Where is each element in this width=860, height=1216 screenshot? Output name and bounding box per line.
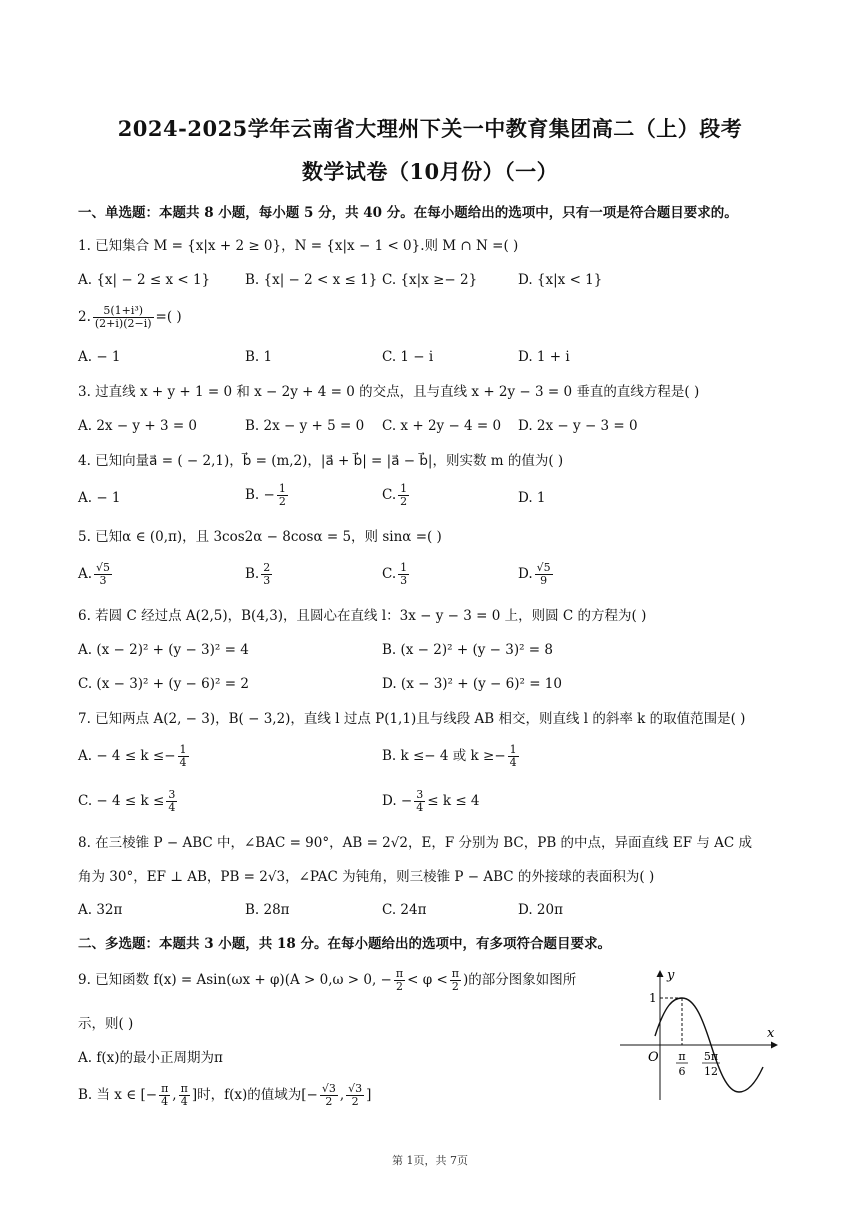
q9-pi-den-b: 2 <box>451 980 459 993</box>
q9-stem-c: )的部分图象如图所 <box>463 972 577 988</box>
q7-option-a <box>78 744 191 769</box>
q6-option-d: D. (x − 3)² + (y − 6)² = 10 <box>382 676 562 692</box>
q4-c-fraction <box>398 483 409 508</box>
q5-b-den: 3 <box>263 574 271 587</box>
q9-b-den2: 4 <box>180 1095 188 1108</box>
q9-pi-over-2-b <box>450 968 461 993</box>
section-single-choice-heading: 一、单选题：本题共 8 小题，每小题 5 分，共 40 分。在每小题给出的选项中，只有一项是符合题目要求的。 <box>78 205 738 221</box>
q5-option-a <box>78 562 114 587</box>
q5-a-den: 3 <box>99 574 107 587</box>
q5-option-b <box>245 562 274 587</box>
q1-option-b: B. {x| − 2 < x ≤ 1} <box>245 272 378 288</box>
q9-option-b <box>78 1083 371 1108</box>
q4-option-a: A. − 1 <box>78 490 121 506</box>
q7-a-num: 1 <box>179 743 187 756</box>
q8-option-d: D. 20π <box>518 902 563 918</box>
q3-option-c: C. x + 2y − 4 = 0 <box>382 418 502 434</box>
q9-pi-over-2-a <box>394 968 405 993</box>
q9-b-den3: 2 <box>325 1095 333 1108</box>
q9-b-den4: 2 <box>351 1095 359 1108</box>
q4-b-fraction <box>277 483 288 508</box>
q1-option-d: D. {x|x < 1} <box>518 272 603 288</box>
q4-b-num: 1 <box>278 482 286 495</box>
q8-option-b: B. 28π <box>245 902 290 918</box>
q5-d-num: √5 <box>536 561 551 574</box>
question-3-stem: 3. 过直线 x + y + 1 = 0 和 x − 2y + 4 = 0 的交点，且与直线 x + 2y − 3 = 0 垂直的直线方程是( ) <box>78 384 700 400</box>
q7-b-prefix: B. k ≤− 4 或 k ≥− <box>382 748 506 764</box>
origin-label: O <box>648 1050 659 1065</box>
q9-pi-num-a: π <box>395 967 404 980</box>
q9-option-a: A. f(x)的最小正周期为π <box>78 1050 223 1066</box>
q5-c-prefix: C. <box>382 566 397 582</box>
q2-suffix: =( ) <box>155 309 182 325</box>
q8-option-a: A. 32π <box>78 902 123 918</box>
q6-option-c: C. (x − 3)² + (y − 6)² = 2 <box>78 676 249 692</box>
section-multi-choice-heading: 二、多选题：本题共 3 小题，共 18 分。在每小题给出的选项中，有多项符合题目要求。 <box>78 936 611 952</box>
q5-c-num: 1 <box>400 561 408 574</box>
x-axis-label: x <box>767 1026 775 1041</box>
q3-option-d: D. 2x − y − 3 = 0 <box>518 418 638 434</box>
q7-a-prefix: A. − 4 ≤ k ≤− <box>78 748 176 764</box>
tick1-num: π <box>678 1050 686 1063</box>
q9-b-frac3 <box>320 1083 338 1108</box>
q4-b-prefix: B. − <box>245 487 275 503</box>
q7-c-prefix: C. − 4 ≤ k ≤ <box>78 793 165 809</box>
q7-d-den: 4 <box>416 801 424 814</box>
q9-b-comma: , <box>172 1087 177 1103</box>
q7-c-num: 3 <box>168 788 176 801</box>
question-7-stem: 7. 已知两点 A(2, − 3)，B( − 3,2)，直线 l 过点 P(1,1)且与线段 AB 相交，则直线 l 的斜率 k 的取值范围是( ) <box>78 711 746 727</box>
q2-option-d: D. 1 + i <box>518 349 570 365</box>
q9-b-den1: 4 <box>161 1095 169 1108</box>
q2-prefix: 2. <box>78 309 91 325</box>
q4-option-c <box>382 483 411 508</box>
question-5-stem: 5. 已知α ∈ (0,π)，且 3cos2α − 8cosα = 5，则 sinα =( ) <box>78 529 442 545</box>
q7-a-fraction <box>178 744 189 769</box>
question-8-stem-line1: 8. 在三棱锥 P − ABC 中，∠BAC = 90°，AB = 2√2，E，F 分别为 BC，PB 的中点，异面直线 EF 与 AC 成 <box>78 835 753 851</box>
q3-option-a: A. 2x − y + 3 = 0 <box>78 418 198 434</box>
q5-c-fraction <box>398 562 409 587</box>
q9-b-a: B. 当 x ∈ [− <box>78 1087 158 1103</box>
q9-b-frac4 <box>346 1083 364 1108</box>
q7-d-num: 3 <box>416 788 424 801</box>
question-6-stem: 6. 若圆 C 经过点 A(2,5)，B(4,3)，且圆心在直线 l：3x − y − 3 = 0 上，则圆 C 的方程为( ) <box>78 608 647 624</box>
q3-option-b: B. 2x − y + 5 = 0 <box>245 418 365 434</box>
q6-option-b: B. (x − 2)² + (y − 3)² = 8 <box>382 642 553 658</box>
q5-d-prefix: D. <box>518 566 533 582</box>
q9-pi-num-b: π <box>451 967 460 980</box>
q4-option-d: D. 1 <box>518 490 546 506</box>
q9-stem-a: 9. 已知函数 f(x) = Asin(ωx + φ)(A > 0,ω > 0, − <box>78 972 392 988</box>
q7-option-d <box>382 789 480 814</box>
q9-b-frac1 <box>159 1083 170 1108</box>
question-2-stem <box>78 305 182 330</box>
q5-a-prefix: A. <box>78 566 93 582</box>
q2-option-a: A. − 1 <box>78 349 121 365</box>
q2-option-b: B. 1 <box>245 349 273 365</box>
q7-b-den: 4 <box>509 756 517 769</box>
q6-option-a: A. (x − 2)² + (y − 3)² = 4 <box>78 642 249 658</box>
q4-b-den: 2 <box>278 495 286 508</box>
q7-a-den: 4 <box>179 756 187 769</box>
q5-b-num: 2 <box>263 561 271 574</box>
q5-d-fraction <box>535 562 553 587</box>
q2-option-c: C. 1 − i <box>382 349 434 365</box>
q9-b-b: ]时，f(x)的值域为[− <box>191 1087 318 1103</box>
q5-d-den: 9 <box>540 574 548 587</box>
page-footer: 第 1页，共 7页 <box>392 1154 468 1167</box>
q2-fraction <box>93 305 154 330</box>
q9-b-comma2: , <box>339 1087 345 1103</box>
q4-c-den: 2 <box>400 495 408 508</box>
q9-b-num1: π <box>161 1082 169 1095</box>
q9-b-num2: π <box>180 1082 188 1095</box>
q2-denominator: (2+i)(2−i) <box>94 317 152 330</box>
q5-a-fraction <box>94 562 112 587</box>
question-9-stem-line2: 示，则( ) <box>78 1016 134 1032</box>
tick2-den: 12 <box>704 1065 718 1078</box>
q7-option-c <box>78 789 179 814</box>
q4-option-b <box>245 483 290 508</box>
q7-b-num: 1 <box>509 743 517 756</box>
q7-d-prefix: D. − <box>382 793 413 809</box>
q7-option-b <box>382 744 521 769</box>
q9-b-frac2 <box>179 1083 190 1108</box>
q7-c-den: 4 <box>168 801 176 814</box>
q4-c-prefix: C. <box>382 487 397 503</box>
question-1-stem: 1. 已知集合 M = {x|x + 2 ≥ 0}，N = {x|x − 1 < 0}.则 M ∩ N =( ) <box>78 238 519 254</box>
q2-numerator: 5(1+i³) <box>93 305 154 318</box>
q1-option-a: A. {x| − 2 ≤ x < 1} <box>78 272 211 288</box>
tick2-num: 5π <box>703 1050 719 1063</box>
q5-option-c <box>382 562 411 587</box>
q7-d-suffix: ≤ k ≤ 4 <box>427 793 480 809</box>
q5-c-den: 3 <box>400 574 408 587</box>
q9-stem-b: < φ < <box>407 972 448 988</box>
max-value-label: 1 <box>649 991 657 1005</box>
q7-c-fraction <box>166 789 177 814</box>
q7-b-fraction <box>508 744 519 769</box>
q8-option-c: C. 24π <box>382 902 427 918</box>
y-axis-label: y <box>667 968 675 983</box>
q5-a-num: √5 <box>96 561 111 574</box>
q9-b-num4: √3 <box>348 1082 363 1095</box>
q5-option-d <box>518 562 555 587</box>
question-9-stem-line1 <box>78 968 576 993</box>
q7-d-fraction <box>414 789 425 814</box>
q5-b-fraction <box>261 562 272 587</box>
q9-b-c: ] <box>366 1087 372 1103</box>
q4-c-num: 1 <box>400 482 408 495</box>
q9-b-num3: √3 <box>321 1082 336 1095</box>
tick1-den: 6 <box>678 1065 686 1078</box>
exam-title-line1: 2024-2025学年云南省大理州下关一中教育集团高二（上）段考 <box>117 116 743 141</box>
q5-b-prefix: B. <box>245 566 260 582</box>
q1-option-c: C. {x|x ≥− 2} <box>382 272 478 288</box>
question-4-stem: 4. 已知向量a⃗ = ( − 2,1)，b⃗ = (m,2)，|a⃗ + b⃗| = |a⃗ − b⃗|，则实数 m 的值为( ) <box>78 453 564 469</box>
question-8-stem-line2: 角为 30°，EF ⊥ AB，PB = 2√3，∠PAC 为钝角，则三棱锥 P − ABC 的外接球的表面积为( ) <box>78 869 655 885</box>
exam-title-line2: 数学试卷（10月份）（一） <box>301 159 559 184</box>
sine-graph-figure <box>615 965 795 1105</box>
q9-pi-den-a: 2 <box>395 980 403 993</box>
